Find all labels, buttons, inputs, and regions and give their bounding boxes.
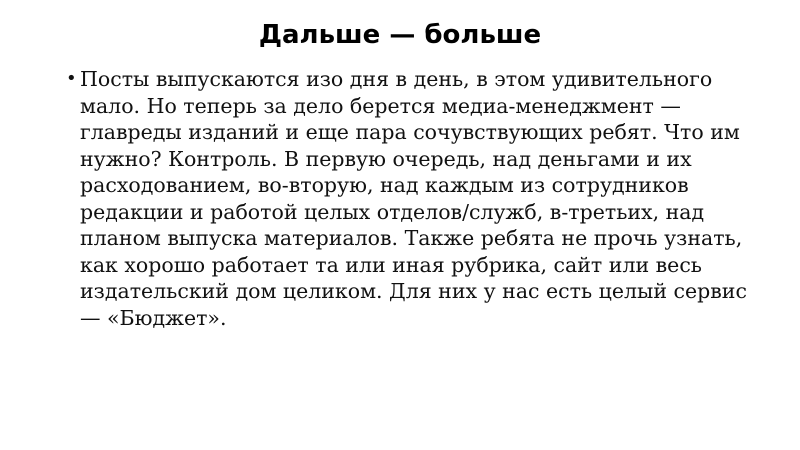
slide-title: Дальше — больше xyxy=(258,20,542,50)
bullet-marker: • xyxy=(66,68,77,89)
bullet-text: Посты выпускаются изо дня в день, в этом удивительного мало. Но теперь за дело берется медиа-менеджмент — главреды изданий и еще пара сочувствующих ребят. Что им нужно? Контроль. В первую очередь, над деньгами и их расходованием, во-вторую, над каждым из сотрудников редакции и работой целых отделов/служб, в-третьих, над планом выпуска материалов. Также ребята не прочь узнать, как хорошо работает та или иная рубрика, сайт или весь издательский дом целиком. Для них у нас есть целый сервис — «Бюджет». xyxy=(80,67,747,330)
bullet-list xyxy=(66,66,756,331)
bullet-item xyxy=(66,66,756,331)
